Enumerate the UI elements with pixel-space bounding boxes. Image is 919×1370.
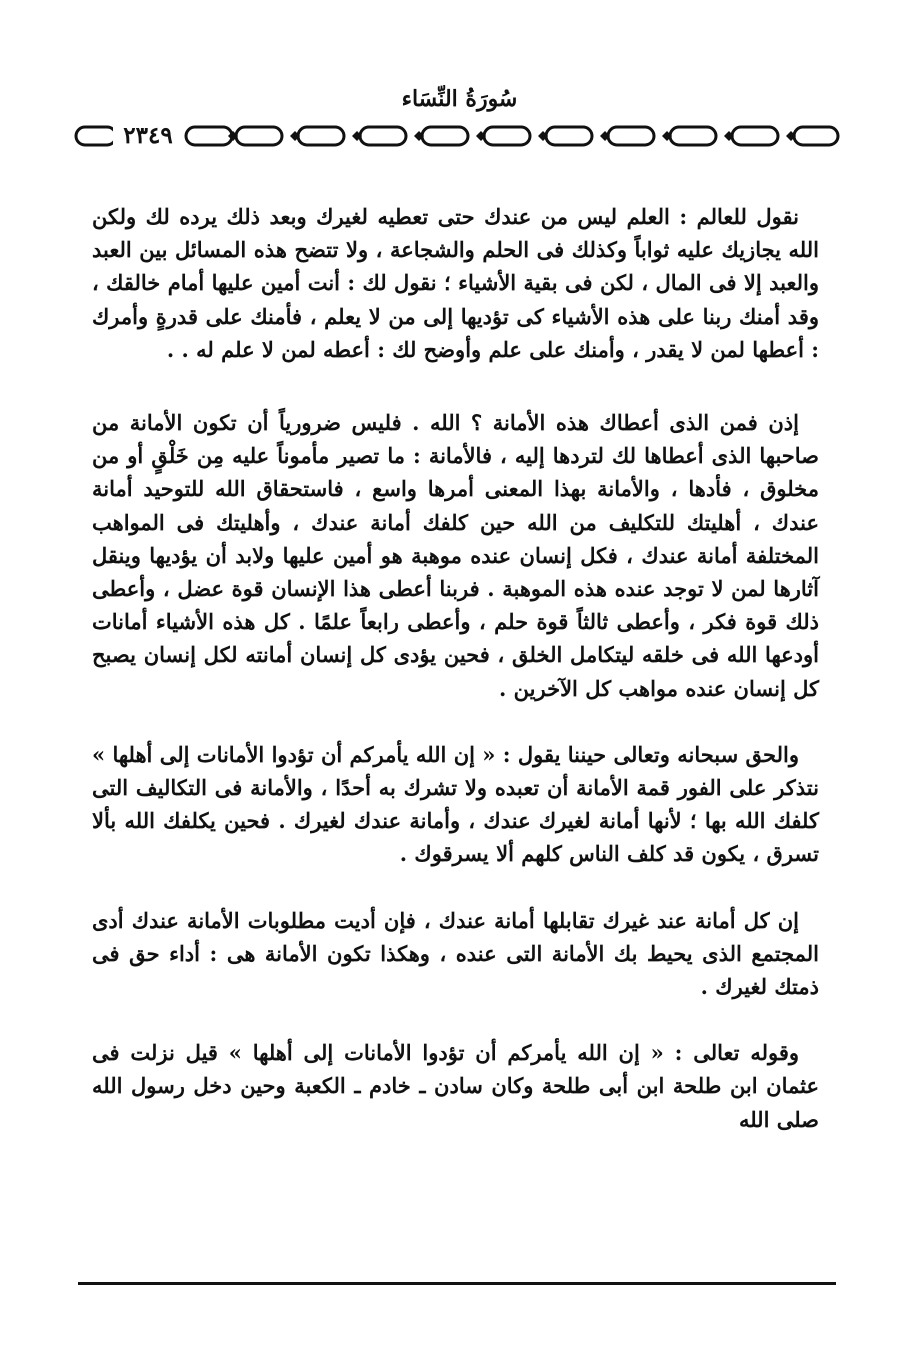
paragraph-5: وقوله تعالى : « إن الله يأمركم أن تؤدوا الأمانات إلى أهلها » قيل نزلت فى عثمان ابن طلحة ابن أبى طلحة وكان سادن ـ خادم ـ الكعبة وحين دخل رسول الله صلى الله xyxy=(92,1040,819,1132)
surah-title: سُورَةُ النِّسَاء xyxy=(401,86,518,112)
page-number: ٢٣٤٩ xyxy=(113,120,183,152)
paragraph-2: إذن فمن الذى أعطاك هذه الأمانة ؟ الله . فليس ضرورياً أن تكون الأمانة من صاحبها الذى أعطاها لك لتردها إليه ، فالأمانة : ما تصير مأموناً عليه مِن خَلْقٍ أو من مخلوق ، فأدها ، والأمانة بهذا المعنى أمرها واسع ، فاستحقاق الله للتوحيد أمانة عندك ، أهليتك للتكليف من الله حين كلفك أمانة عندك ، وأهليتك فى المواهب المختلفة أمانة عندك ، فكل إنسان عنده موهبة هو أمين عليها ولابد أن يؤديها وينقل آثارها لمن لا توجد عنده هذه الموهبة . فربنا أعطى هذا الإنسان قوة عضل ، وأعطى ذلك قوة فكر ، وأعطى ثالثاً قوة حلم ، وأعطى رابعاً علمًا . كل هذه الأشياء أمانات أودعها الله فى خلقه ليتكامل الخلق ، فحين يؤدى كل إنسان أمانته لكل إنسان يصبح كل إنسان عنده مواهب كل الآخرين . xyxy=(92,410,819,701)
paragraph-4: إن كل أمانة عند غيرك تقابلها أمانة عندك ، فإن أديت مطلوبات الأمانة عندك أدى المجتمع الذى يحيط بك الأمانة التى عنده ، وهكذا تكون الأمانة هى : أداء حق فى ذمتك لغيرك . xyxy=(92,907,819,1000)
ornamental-header-rule xyxy=(72,120,842,152)
footer-rule xyxy=(78,1282,836,1285)
paragraph-1: نقول للعالم : العلم ليس من عندك حتى تعطيه لغيرك وبعد ذلك يرده لك ولكن الله يجازيك عليه ثواباً وكذلك فى الحلم والشجاعة ، ولا تتضح هذه المسائل بين العبد والعبد إلا فى المال ، لكن فى بقية الأشياء ؛ نقول لك : أنت أمين عليها أمام خالقك ، وقد أمنك ربنا على هذه الأشياء كى تؤديها إلى من لا يعلم ، فأمنك على قدرةٍ وأمرك : أعطها لمن لا يقدر ، وأمنك على علم وأوضح لك : أعطه لمن لا علم له . . xyxy=(92,204,819,362)
paragraph-3: والحق سبحانه وتعالى حيننا يقول : « إن الله يأمركم أن تؤدوا الأمانات إلى أهلها » نتذكر على الفور قمة الأمانة أن تعبده ولا تشرك به أحدًا ، والأمانة فى التكاليف التى كلفك الله بها ؛ لأنها أمانة لغيرك عندك ، وأمانة عندك لغيرك . فحين يكلفك الله بألا تسرق ، يكون قد كلف الناس كلهم ألا يسرقوك . xyxy=(92,741,819,867)
body-text xyxy=(92,200,819,1136)
